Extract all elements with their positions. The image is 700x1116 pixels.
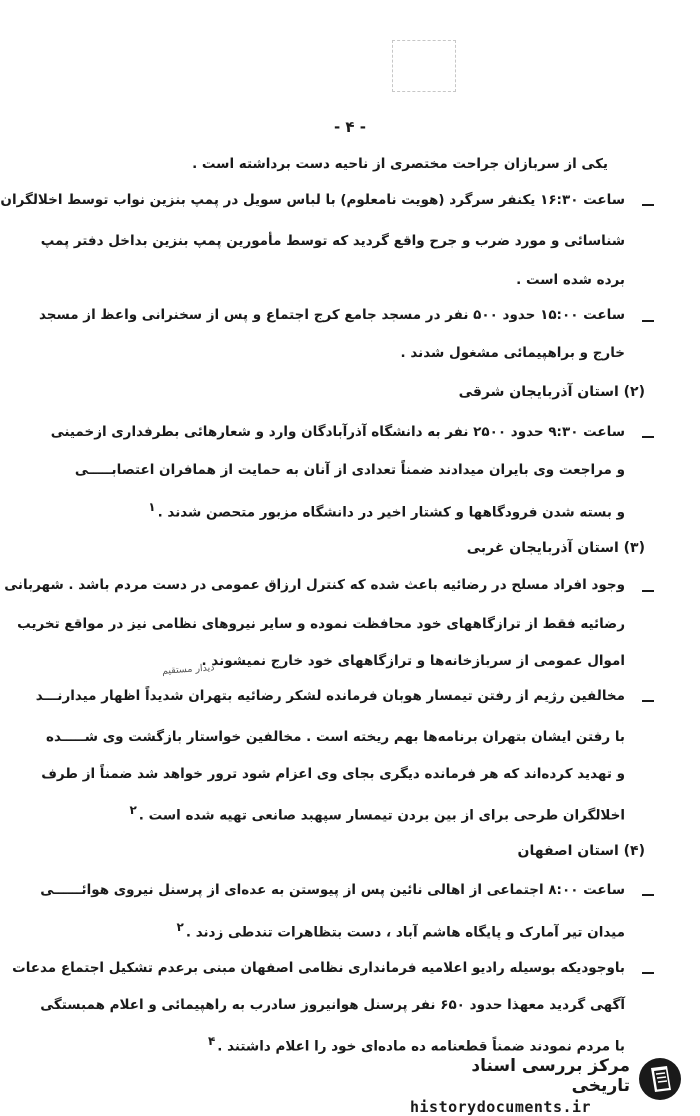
text-line: و مراجعت وی بایران میدادند ضمناً تعدادی از آنان به حمایت از همافران اعتصابـــــی <box>74 462 625 478</box>
text-line: اخلالگران طرحی برای از بین بردن تیمسار سپهبد صانعی تهیه شده است .۲ <box>129 803 625 824</box>
text-line: ساعت ۹:۳۰ حدود ۲۵۰۰ نفر به دانشگاه آذرآبادگان وارد و شعارهائی بطرفداری ازخمینی <box>50 424 625 440</box>
archive-logo-icon <box>637 1056 683 1102</box>
text-line: شناسائی و مورد ضرب و جرح واقع گردید که توسط مأمورین پمپ بنزین بداخل دفتر پمپ <box>40 233 625 249</box>
text-line: رضائیه فقط از ترازگاههای خود محافظت نموده و سایر نیروهای نظامی نیز در مواقع تخریب <box>17 616 625 632</box>
footnote-mark: ۲ <box>129 803 137 817</box>
bullet-dash <box>642 204 654 206</box>
text-line: ساعت ۸:۰۰ اجتماعی از اهالی نائین پس از پیوستن به عده‌ای از پرسنل نیروی هوائــــــی <box>40 882 625 898</box>
bullet-dash <box>642 590 654 592</box>
text-line: باوجودیکه بوسیله رادیو اعلامیه فرمانداری نظامی اصفهان مبنی برعدم تشکیل اجتماع مدعات <box>12 960 625 976</box>
section-heading: (۴) استان اصفهان <box>517 843 645 859</box>
text-line: میدان تیر آمارک و پایگاه هاشم آباد ، دست بتظاهرات تندطی زدند .۲ <box>176 920 625 941</box>
archive-name: مرکز بررسی اسناد تاریخی <box>471 1056 630 1096</box>
page-number: - ۴ - <box>333 118 367 136</box>
text-line: یکی از سربازان جراحت مختصری از ناحیه دست برداشته است . <box>192 156 608 172</box>
text-line: آگهی گردید معهذا حدود ۶۵۰ نفر پرسنل هوانیروز سادرب به راهپیمائی و اعلام همبستگی <box>40 997 625 1013</box>
bullet-dash <box>642 972 654 974</box>
text-line: با رفتن ایشان بتهران برنامه‌ها بهم ریخته است . مخالفین خواستار بازگشت وی شـــــده <box>45 729 625 745</box>
margin-note: دیدار مستقیم <box>161 662 215 677</box>
footnote-mark: ۱ <box>148 500 156 514</box>
text-line: و تهدید کرده‌اند که هر فرمانده دیگری بجای وی اعزام شود ترور خواهد شد ضمناً از طرف <box>41 766 625 782</box>
watermark-footer <box>410 1056 630 1116</box>
footnote-mark: ۴ <box>207 1034 216 1048</box>
text-line: خارج و براهپیمائی مشغول شدند . <box>400 345 625 361</box>
bullet-dash <box>642 894 654 896</box>
bullet-dash <box>642 320 654 322</box>
text-line: و بسته شدن فرودگاهها و کشتار اخیر در دانشگاه مزبور متحصن شدند .۱ <box>148 500 625 521</box>
footnote-mark: ۲ <box>176 920 184 934</box>
section-heading: (۳) استان آذربایجان غربی <box>466 540 645 556</box>
faint-stamp <box>392 40 456 92</box>
text-line: ساعت ۱۵:۰۰ حدود ۵۰۰ نفر در مسجد جامع کرج اجتماع و پس از سخنرانی واعظ از مسجد <box>38 307 625 323</box>
text-line: وجود افراد مسلح در رضائیه باعث شده که کنترل ارزاق عمومی در دست مردم باشد . شهربانی <box>4 577 625 593</box>
text-line: ساعت ۱۶:۳۰ یکنفر سرگرد (هویت نامعلوم) با لباس سویل در پمپ بنزین نواب توسط اخلالگران <box>0 192 625 208</box>
text-line: مخالفین رژیم از رفتن تیمسار هوبان فرمانده لشکر رضائیه بتهران شدیداً اظهار میدارنـــد <box>35 688 625 704</box>
bullet-dash <box>642 700 654 702</box>
section-heading: (۲) استان آذربایجان شرقی <box>458 384 645 400</box>
bullet-dash <box>642 436 654 438</box>
text-line: برده شده است . <box>516 272 625 288</box>
archive-website: historydocuments.ir <box>410 1098 592 1116</box>
text-line: اموال عمومی از سربازخانه‌ها و ترازگاههای خود خارج نمیشوند . <box>201 653 625 669</box>
text-line: با مردم نمودند ضمناً قطعنامه ده ماده‌ای خود را اعلام داشتند .۴ <box>207 1034 625 1055</box>
